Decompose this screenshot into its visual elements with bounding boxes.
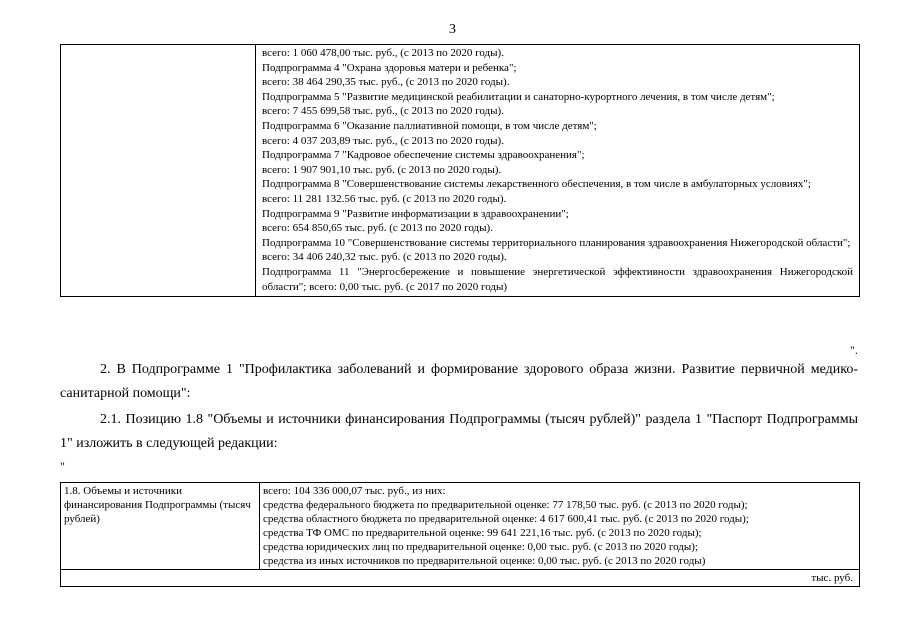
financing-line: средства областного бюджета по предварительной оценке: 4 617 600,41 тыс. руб. (с 2013 по 2020 годы);	[263, 513, 749, 525]
paragraph-2-1-text: 2.1. Позицию 1.8 "Объемы и источники финансирования Подпрограммы (тысяч рублей)" раздела 1 "Паспорт Подпрограммы 1" изложить в следующей редакции:	[60, 412, 858, 451]
table1-line: всего: 4 037 203,89 тыс. руб., (с 2013 по 2020 годы).	[262, 134, 504, 147]
table1-line: Подпрограмма 8 "Совершенствование системы лекарственного обеспечения, в том числе в амбулаторных условиях";	[262, 178, 811, 191]
table1-line: всего: 1 060 478,00 тыс. руб., (с 2013 по 2020 годы).	[262, 47, 504, 59]
table1-line: Подпрограмма 10 "Совершенствование системы территориального планирования здравоохранения Нижегородской области";	[262, 236, 851, 249]
table1-line: всего: 11 281 132.56 тыс. руб. (с 2013 по 2020 годы).	[262, 192, 507, 205]
table1-line: Подпрограмма 9 "Развитие информатизации в здравоохранении";	[262, 207, 569, 220]
financing-values-cell	[260, 483, 860, 570]
table1-line: всего: 7 455 699,58 тыс. руб., (с 2013 по 2020 годы).	[262, 105, 504, 118]
table1-line: Подпрограмма 4 "Охрана здоровья матери и ребенка";	[262, 61, 517, 74]
table1-right-cell	[256, 45, 860, 297]
opening-quote: "	[60, 459, 65, 473]
table1-line: всего: 1 907 901,10 тыс. руб. (с 2013 по 2020 годы).	[262, 163, 502, 176]
financing-line: средства федерального бюджета по предварительной оценке: 77 178,50 тыс. руб. (с 2013 по 2020 годы);	[263, 499, 748, 511]
financing-label-cell: 1.8. Объемы и источники финансирования Подпрограммы (тысяч рублей)	[61, 483, 260, 570]
table1-line: Подпрограмма 6 "Оказание паллиативной помощи, в том числе детям";	[262, 119, 597, 132]
subprograms-funding-table	[60, 44, 860, 297]
page-number: 3	[449, 22, 456, 37]
table1-line: Подпрограмма 5 "Развитие медицинской реабилитации и санаторно-курортного лечения, в том числе детям";	[262, 90, 775, 103]
table1-line: Подпрограмма 11 "Энергосбережение и повышение энергетической эффективности здравоохранения Нижегородской области"; всего: 0,00 тыс. руб. (с 2017 по 2020 годы)	[262, 265, 853, 293]
financing-line: средства ТФ ОМС по предварительной оценке: 99 641 221,16 тыс. руб. (с 2013 по 2020 годы);	[263, 527, 702, 539]
financing-line: средства юридических лиц по предварительной оценке: 0,00 тыс. руб. (с 2013 по 2020 годы);	[263, 541, 698, 553]
financing-line: всего: 104 336 000,07 тыс. руб., из них:	[263, 485, 446, 497]
paragraph-2	[60, 358, 858, 405]
unit-note: тыс. руб.	[61, 570, 860, 587]
table1-line: всего: 654 850,65 тыс. руб. (с 2013 по 2020 годы).	[262, 222, 493, 235]
financing-table	[60, 482, 860, 587]
financing-line: средства из иных источников по предварительной оценке: 0,00 тыс. руб. (с 2013 по 2020 годы)	[263, 555, 706, 567]
table1-line: всего: 38 464 290,35 тыс. руб., (с 2013 по 2020 годы).	[262, 76, 510, 89]
table1-left-cell	[61, 45, 256, 297]
table1-line: Подпрограмма 7 "Кадровое обеспечение системы здравоохранения";	[262, 149, 585, 162]
paragraph-2-1	[60, 408, 858, 455]
paragraph-2-text: 2. В Подпрограмме 1 "Профилактика заболеваний и формирование здорового образа жизни. Развитие первичной медико-санитарной помощи":	[60, 362, 858, 401]
table1-line: всего: 34 406 240,32 тыс. руб. (с 2013 по 2020 годы).	[262, 251, 507, 264]
closing-quote: ".	[850, 343, 858, 357]
